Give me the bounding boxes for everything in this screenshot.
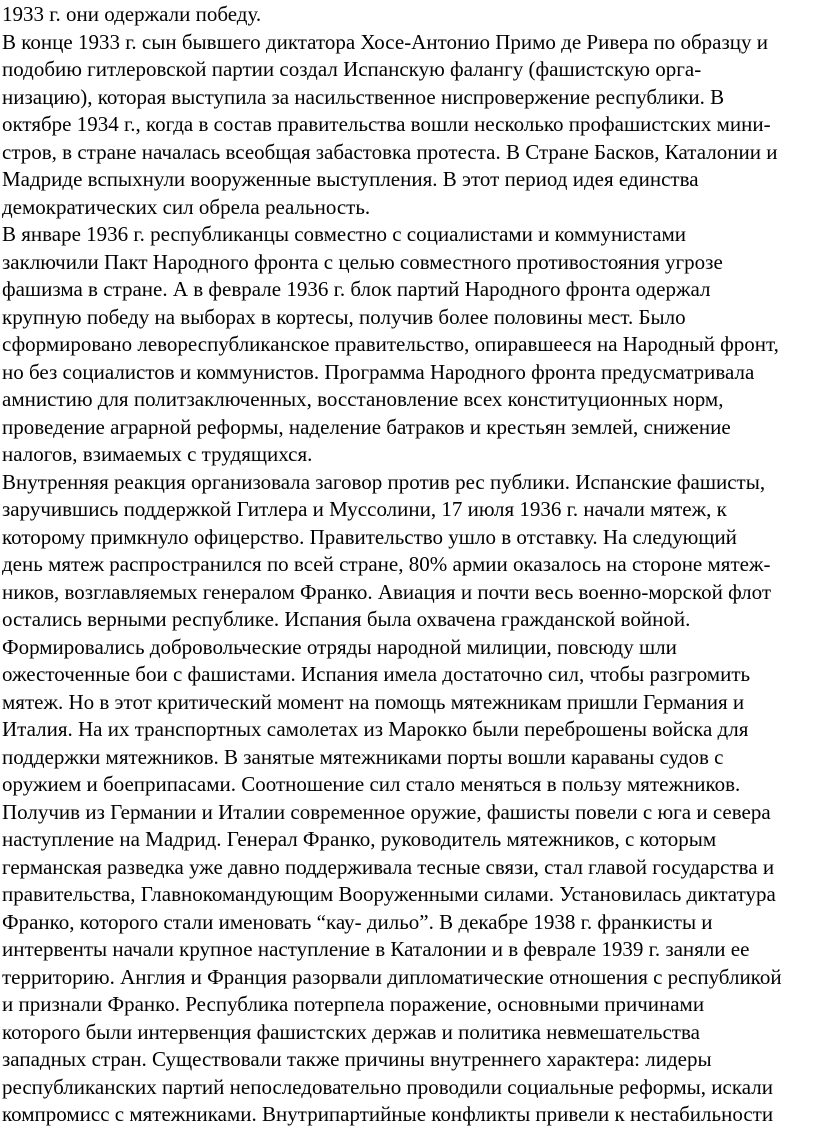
text-line: территорию. Англия и Франция разорвали дипломатические отношения с республикой (2, 964, 782, 989)
text-line: мятеж. Но в этот критический момент на помощь мятежникам пришли Германия и (2, 689, 745, 714)
text-line: низацию), которая выступила за насильственное ниспровержение республики. В (2, 84, 725, 109)
text-line: октябре 1934 г., когда в состав правительства вошли несколько профашистских мини- (2, 112, 771, 136)
text-line: которому примкнуло офицерство. Правительство ушло в отставку. На следующий (2, 524, 737, 549)
text-line: интервенты начали крупное наступление в Каталонии и в феврале 1939 г. заняли ее (2, 937, 750, 961)
text-line: В январе 1936 г. республиканцы совместно с социалистами и коммунистами (2, 222, 687, 246)
text-line: проведение аграрной реформы, наделение батраков и крестьян землей, снижение (2, 414, 731, 439)
text-line: заключили Пакт Народного фронта с целью совместного противостояния угрозе (2, 249, 723, 274)
text-line: 1933 г. они одержали победу. (2, 2, 262, 26)
text-line: налогов, взимаемых с трудящихся. (2, 442, 313, 466)
text-line: ников, возглавляемых генералом Франко. Авиация и почти весь военно-морской флот (2, 579, 772, 604)
text-line: но без социалистов и коммунистов. Программа Народного фронта предусматривала (2, 359, 755, 384)
text-line: Внутренняя реакция организовала заговор против рес публики. Испанские фашисты, (2, 469, 766, 494)
text-line: Мадриде вспыхнули вооруженные выступления. В этот период идея единства (2, 167, 699, 191)
text-line: Франко, которого стали именовать “кау- дильо”. В декабре 1938 г. франкисты и (2, 909, 713, 934)
text-line: которого были интервенция фашистских держав и политика невмешательства (2, 1019, 700, 1044)
text-line: наступление на Мадрид. Генерал Франко, руководитель мятежников, с которым (2, 827, 717, 851)
text-line: и признали Франко. Республика потерпела поражение, основными причинами (2, 992, 705, 1016)
text-line: подобию гитлеровской партии создал Испанскую фалангу (фашистскую орга- (2, 57, 702, 81)
text-line: германская разведка уже давно поддерживала тесные связи, стал главой государства и (2, 854, 775, 879)
text-line: В конце 1933 г. сын бывшего диктатора Хосе-Антонио Примо де Ривера по образцу и (2, 29, 769, 54)
text-line: сформировано левореспубликанское правительство, опиравшееся на Народный фронт, (2, 332, 779, 356)
text-line: остались верными республике. Испания была охвачена гражданской войной. (2, 607, 691, 631)
text-line: демократических сил обрела реальность. (2, 194, 371, 219)
text-line: поддержки мятежников. В занятые мятежниками порты вошли караваны судов с (2, 744, 724, 769)
text-line: амнистию для политзаключенных, восстановление всех конституционных норм, (2, 387, 724, 411)
text-line: заручившись поддержкой Гитлера и Муссолини, 17 июля 1936 г. начали мятеж, к (2, 497, 727, 521)
text-line: стров, в стране началась всеобщая забастовка протеста. В Стране Басков, Каталонии и (2, 139, 778, 164)
text-line: Италия. На их транспортных самолетах из Марокко были переброшены войска для (2, 717, 749, 741)
text-line: республиканских партий непоследовательно проводили социальные реформы, искали (2, 1074, 773, 1099)
text-line: фашизма в стране. А в феврале 1936 г. блок партий Народного фронта одержал (2, 277, 711, 301)
text-line: ожесточенные бои с фашистами. Испания имела достаточно сил, чтобы разгромить (2, 662, 751, 686)
text-line: западных стран. Существовали также причины внутреннего характера: лидеры (2, 1047, 712, 1071)
text-line: компромисс с мятежниками. Внутрипартийные конфликты привели к нестабильности (2, 1102, 774, 1126)
text-line: Формировались добровольческие отряды народной милиции, повсюду шли (2, 634, 677, 659)
text-line: крупную победу на выборах в кортесы, получив более половины мест. Было (2, 304, 686, 329)
text-line: оружием и боеприпасами. Соотношение сил стало меняться в пользу мятежников. (2, 772, 741, 796)
text-line: правительства, Главнокомандующим Вооруженными силами. Установилась диктатура (2, 882, 776, 906)
text-line: день мятеж распространился по всей стране, 80% армии оказалось на стороне мятеж- (2, 552, 771, 576)
text-line: Получив из Германии и Италии современное оружие, фашисты повели с юга и севера (2, 799, 771, 824)
